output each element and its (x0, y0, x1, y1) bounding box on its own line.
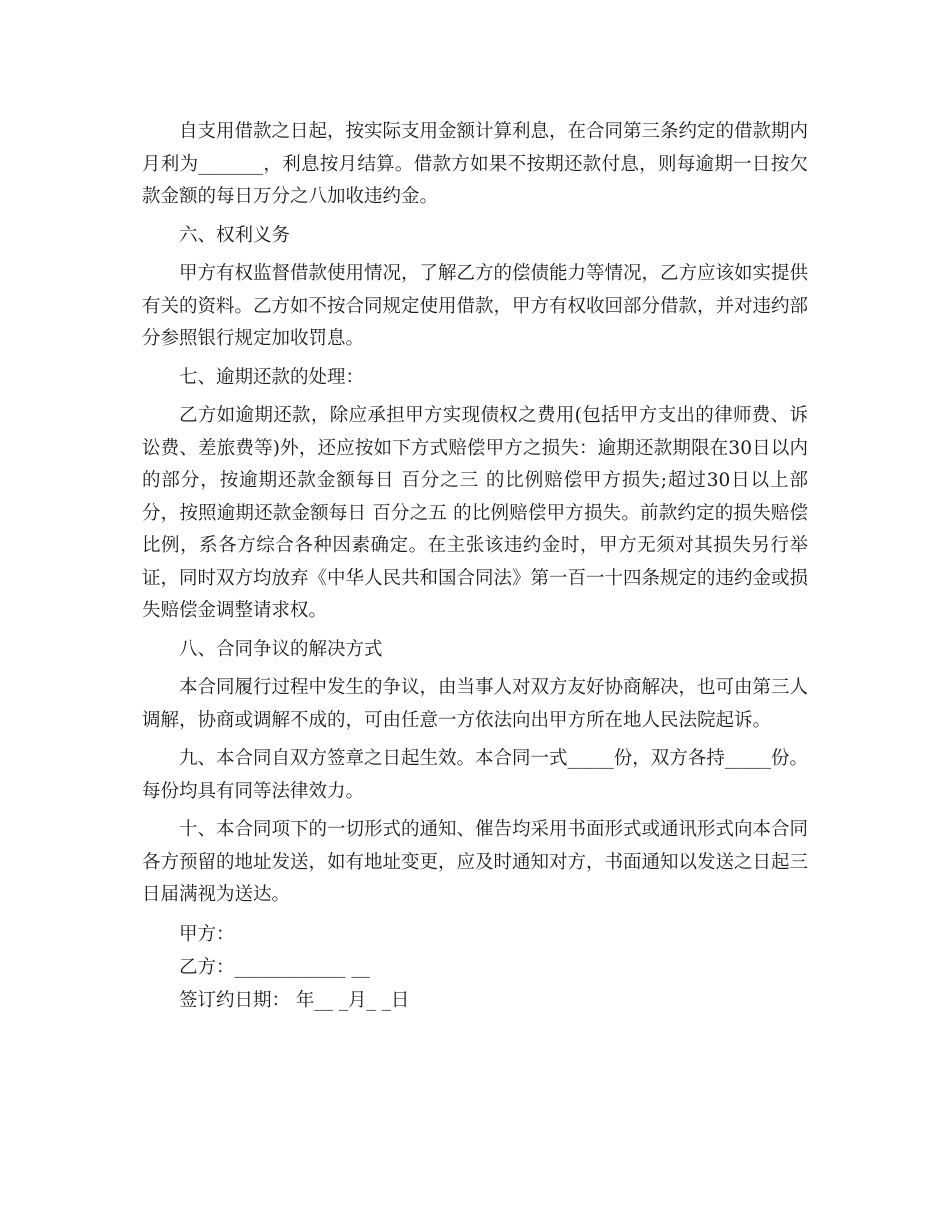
heading-dispute-resolution: 八、合同争议的解决方式 (179, 638, 383, 660)
document-body (142, 116, 808, 1017)
heading-rights-obligations: 六、权利义务 (179, 224, 291, 246)
signing-date: 签订约日期： 年__ _月_ _日 (179, 989, 410, 1011)
paragraph-dispute-resolution: 本合同履行过程中发生的争议，由当事人对双方友好协商解决，也可由第三人调解，协商或调解不成的，可由任意一方依法向出甲方所在地人民法院起诉。 (142, 677, 809, 731)
party-a-signature: 甲方： (179, 923, 235, 945)
heading-overdue-repayment: 七、逾期还款的处理： (179, 366, 365, 388)
paragraph-interest: 自支用借款之日起，按实际支用金额计算利息，在合同第三条约定的借款期内月利为_______，利息按月结算。借款方如果不按期还款付息，则每逾期一日按欠款金额的每日万分之八加收违约金。 (142, 121, 809, 207)
paragraph-notices: 十、本合同项下的一切形式的通知、催告均采用书面形式或通讯形式向本合同各方预留的地址发送，如有地址变更，应及时通知对方，书面通知以发送之日起三日届满视为送达。 (142, 819, 809, 905)
paragraph-rights-obligations: 甲方有权监督借款使用情况，了解乙方的偿债能力等情况，乙方应该如实提供有关的资料。乙方如不按合同规定使用借款，甲方有权收回部分借款，并对违约部分参照银行规定加收罚息。 (142, 263, 809, 349)
paragraph-overdue-repayment: 乙方如逾期还款，除应承担甲方实现债权之费用(包括甲方支出的律师费、诉讼费、差旅费等)外，还应按如下方式赔偿甲方之损失：逾期还款期限在30日以内的部分，按逾期还款金额每日 百分之三 的比例赔偿甲方损失;超过30日以上部分，按照逾期还款金额每日 百分之五 的比例赔偿甲方损失。前款约定的损失赔偿比例，系各方综合各种因素确定。在主张该违约金时，甲方无须对其损失另行举证，同时双方均放弃《中华人民共和国合同法》第一百一十四条规定的违约金或损失赔偿金调整请求权。 (142, 405, 809, 621)
paragraph-effective-date: 九、本合同自双方签章之日起生效。本合同一式_____份，双方各持_____份。每份均具有同等法律效力。 (142, 748, 809, 802)
party-b-signature: 乙方：____________ __ (179, 956, 370, 978)
